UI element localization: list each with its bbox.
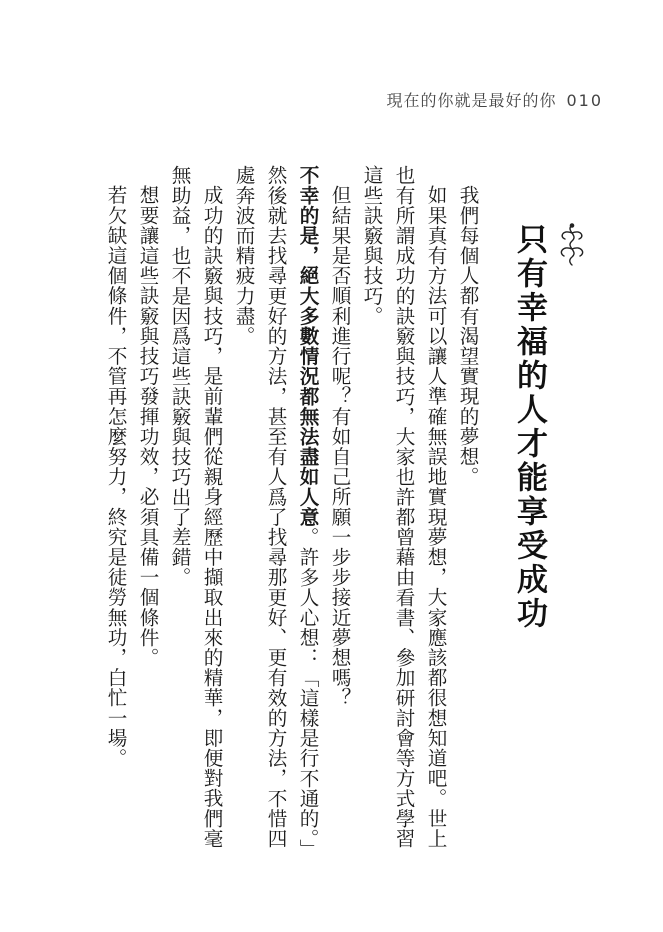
chapter-title: 只有幸福的人才能享受成功 <box>511 223 547 631</box>
chapter-heading <box>505 223 591 855</box>
flourish-ornament-icon <box>553 223 591 267</box>
paragraph-6: 想要讓這些訣竅與技巧發揮功效，必須具備一個條件。 <box>136 184 159 667</box>
page-number: 010 <box>566 91 603 110</box>
paragraph-2: 如果真有方法可以讓人準確無誤地實現夢想，大家應該都很想知道吧。世上也有所謂成功的訣竅與技巧，大家也許都曾藉由看書、參加研討會等方式學習這些訣竅與技巧。 <box>360 165 447 849</box>
paragraph-7: 若欠缺這個條件，不管再怎麼努力，終究是徒勞無功，白忙一場。 <box>104 184 127 768</box>
paragraph-5: 成功的訣竅與技巧，是前輩們從親身經歷中擷取出來的精華，即便對我們毫無助益，也不是因爲這些訣竅與技巧出了差錯。 <box>168 165 223 848</box>
paragraph-3: 但結果是否順利進行呢？有如自己所願一步步接近夢想嗎？ <box>328 184 351 708</box>
emphasis-misfortune: 不幸的是， <box>296 165 319 266</box>
paragraph-4-rest: 。許多人心想：「這樣是行不通的。」然後就去找尋更好的方法，甚至有人爲了找尋那更好、更有效的方法，不惜四處奔波而精疲力盡。 <box>232 165 319 849</box>
body-text <box>104 165 591 855</box>
paragraph-4 <box>227 165 323 855</box>
book-title: 現在的你就是最好的你 <box>386 91 557 110</box>
paragraph-1: 我們每個人都有渴望實現的夢想。 <box>456 184 479 487</box>
running-header <box>386 88 603 111</box>
emphasis-most-cases: 絕大多數情況都無法盡如人意 <box>296 265 319 527</box>
